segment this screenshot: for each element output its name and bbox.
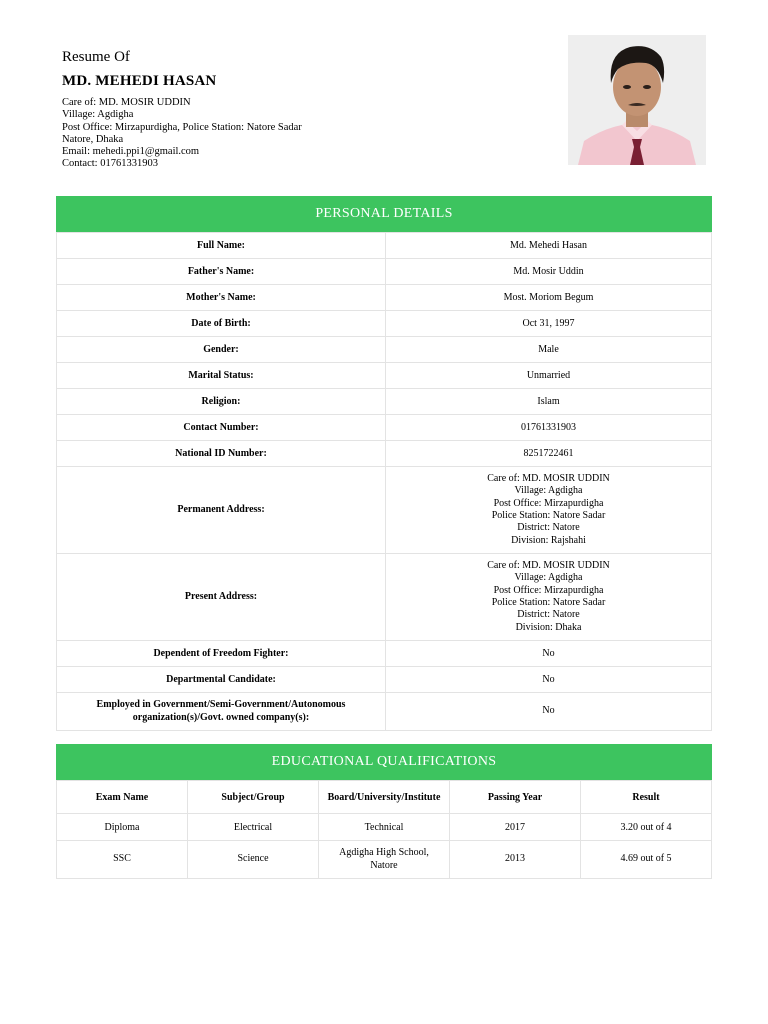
address-line: Division: Rajshahi: [511, 534, 586, 546]
year-cell: 2017: [450, 814, 581, 841]
table-row: [57, 693, 712, 731]
contact-line: Contact: 01761331903: [62, 158, 158, 170]
religion-label: Religion:: [57, 389, 386, 415]
table-header-row: [57, 781, 712, 814]
address-line: Village: Agdigha: [514, 572, 583, 584]
person-portrait-icon: [568, 35, 706, 165]
address-line: Post Office: Mirzapurdigha: [493, 584, 604, 596]
result-cell: 3.20 out of 4: [581, 814, 712, 841]
table-row: [57, 441, 712, 467]
date-of-birth-label: Date of Birth:: [57, 311, 386, 337]
employed-label-line: organization(s)/Govt. owned company(s):: [132, 711, 310, 723]
mothers-name-value: Most. Moriom Begum: [386, 285, 712, 311]
column-header-year: Passing Year: [450, 781, 581, 814]
education-title: EDUCATIONAL QUALIFICATIONS: [56, 744, 712, 780]
table-row: [57, 467, 712, 554]
gender-value: Male: [386, 337, 712, 363]
board-cell: Technical: [319, 814, 450, 841]
table-row: [57, 233, 712, 259]
table-row: [57, 285, 712, 311]
resume-header: [62, 48, 532, 171]
board-line: Agdigha High School,: [339, 847, 429, 859]
address-line: District: Natore: [517, 522, 580, 534]
employed-label: [57, 693, 386, 731]
village-line: Village: Agdigha: [62, 109, 134, 121]
personal-details-section: [56, 196, 712, 731]
fathers-name-value: Md. Mosir Uddin: [386, 259, 712, 285]
permanent-address-label: Permanent Address:: [57, 467, 386, 554]
national-id-label: National ID Number:: [57, 441, 386, 467]
full-name-label: Full Name:: [57, 233, 386, 259]
city-line: Natore, Dhaka: [62, 133, 124, 145]
exam-cell: Diploma: [57, 814, 188, 841]
table-row: [57, 337, 712, 363]
address-line: Village: Agdigha: [514, 485, 583, 497]
table-row: [57, 554, 712, 641]
table-row: [57, 415, 712, 441]
date-of-birth-value: Oct 31, 1997: [386, 311, 712, 337]
table-row: [57, 311, 712, 337]
address-line: Division: Dhaka: [515, 621, 582, 633]
column-header-subject: Subject/Group: [188, 781, 319, 814]
contact-number-value: 01761331903: [386, 415, 712, 441]
exam-cell: SSC: [57, 841, 188, 879]
subject-cell: Science: [188, 841, 319, 879]
candidate-name: MD. MEHEDI HASAN: [62, 73, 217, 89]
table-row: [57, 259, 712, 285]
address-line: Police Station: Natore Sadar: [491, 597, 606, 608]
subject-cell: Electrical: [188, 814, 319, 841]
departmental-candidate-label: Departmental Candidate:: [57, 667, 386, 693]
religion-value: Islam: [386, 389, 712, 415]
gender-label: Gender:: [57, 337, 386, 363]
present-address-label: Present Address:: [57, 554, 386, 641]
contact-number-label: Contact Number:: [57, 415, 386, 441]
year-cell: 2013: [450, 841, 581, 879]
present-address-value: [386, 554, 712, 641]
address-line: District: Natore: [517, 609, 580, 621]
table-row: [57, 667, 712, 693]
board-cell: [319, 841, 450, 879]
email-line: Email: mehedi.ppi1@gmail.com: [62, 146, 200, 158]
address-line: Care of: MD. MOSIR UDDIN: [487, 559, 610, 571]
education-table: [56, 780, 712, 879]
departmental-candidate-value: No: [386, 667, 712, 693]
education-section: [56, 744, 712, 879]
address-line: Care of: MD. MOSIR UDDIN: [487, 472, 610, 484]
freedom-fighter-label: Dependent of Freedom Fighter:: [57, 641, 386, 667]
table-row: [57, 641, 712, 667]
result-cell: 4.69 out of 5: [581, 841, 712, 879]
address-line: Police Station: Natore Sadar: [491, 510, 606, 521]
marital-status-label: Marital Status:: [57, 363, 386, 389]
post-office-line: Post Office: Mirzapurdigha, Police Station: Natore Sadar: [62, 121, 302, 133]
table-row: [57, 389, 712, 415]
personal-details-title: PERSONAL DETAILS: [56, 196, 712, 232]
full-name-value: Md. Mehedi Hasan: [386, 233, 712, 259]
table-row: [57, 841, 712, 879]
care-of-line: Care of: MD. MOSIR UDDIN: [62, 97, 191, 108]
mothers-name-label: Mother's Name:: [57, 285, 386, 311]
table-row: [57, 814, 712, 841]
fathers-name-label: Father's Name:: [57, 259, 386, 285]
column-header-result: Result: [581, 781, 712, 814]
board-line: Natore: [370, 859, 398, 871]
address-line: Post Office: Mirzapurdigha: [493, 497, 604, 509]
personal-details-table: [56, 232, 712, 731]
table-row: [57, 363, 712, 389]
resume-of-label: Resume Of: [62, 49, 130, 65]
employed-label-line: Employed in Government/Semi-Government/Autonomous: [96, 699, 346, 711]
profile-photo: [568, 35, 706, 165]
column-header-exam: Exam Name: [57, 781, 188, 814]
column-header-board: Board/University/Institute: [319, 781, 450, 814]
permanent-address-value: [386, 467, 712, 554]
employed-value: No: [386, 693, 712, 731]
freedom-fighter-value: No: [386, 641, 712, 667]
marital-status-value: Unmarried: [386, 363, 712, 389]
national-id-value: 8251722461: [386, 441, 712, 467]
